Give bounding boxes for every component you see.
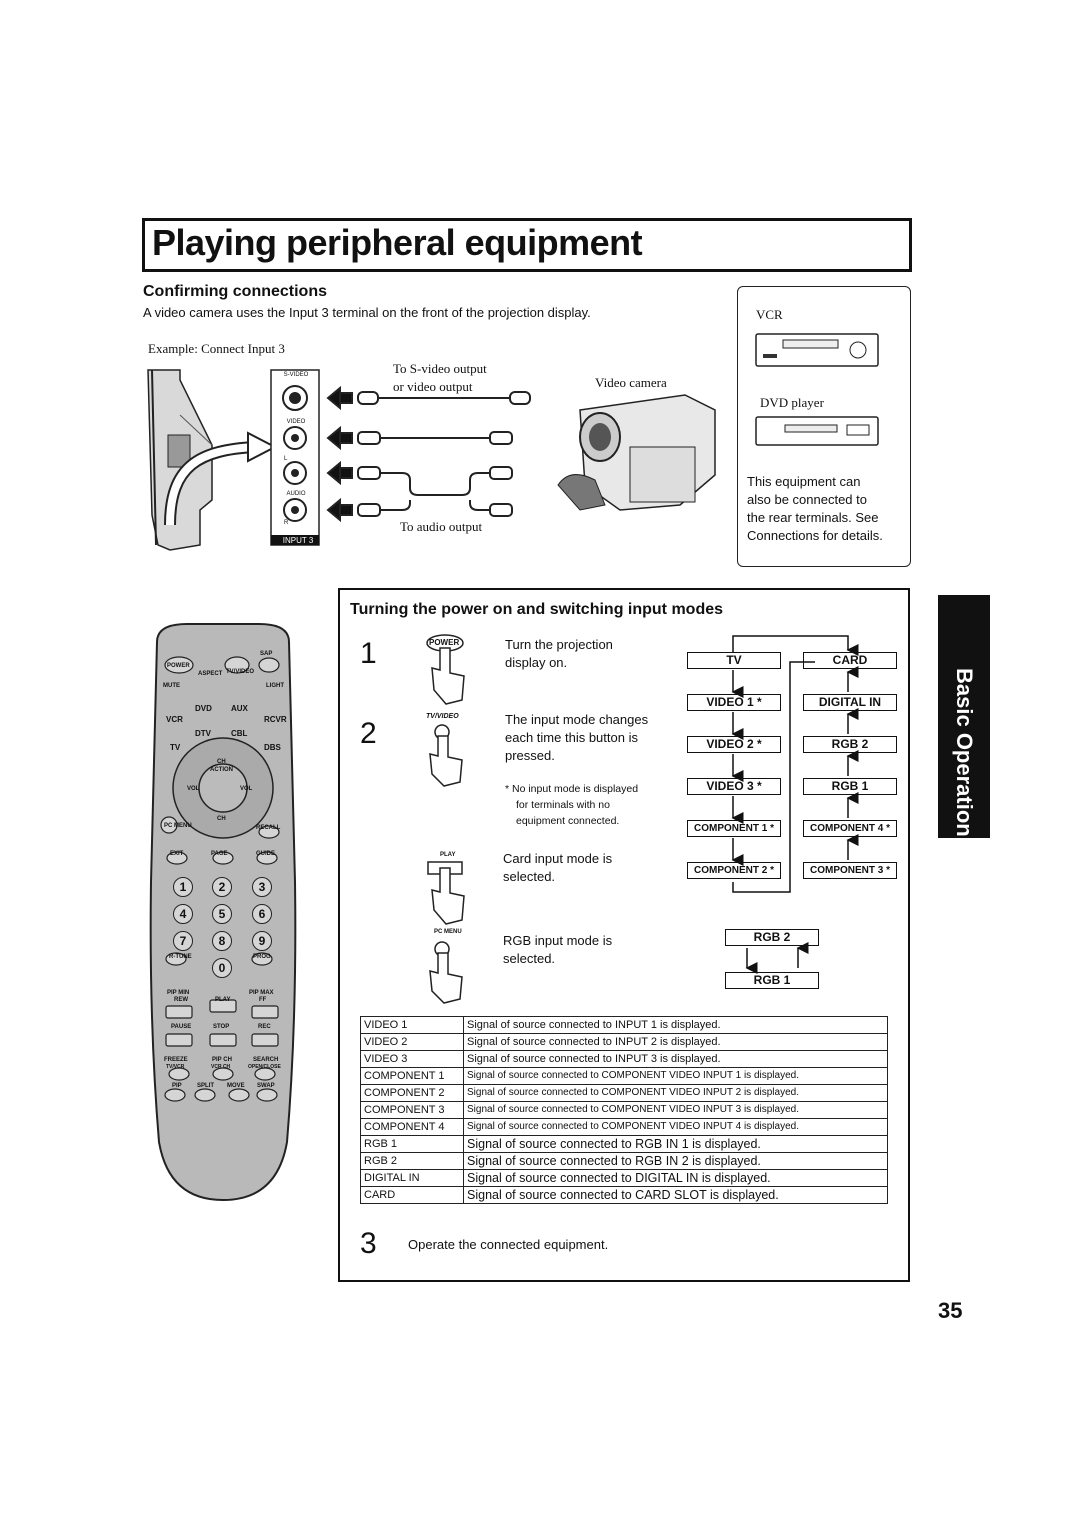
side-note-line: also be connected to (747, 492, 867, 507)
remote-tv-vcr-label: TV/VCR (166, 1064, 185, 1070)
remote-power-label: POWER (167, 663, 190, 669)
remote-digit-8-button[interactable]: 8 (212, 931, 232, 951)
remote-transport-button[interactable] (166, 1034, 192, 1046)
remote-vol-up-label: VOL (240, 786, 253, 792)
rgb-cycle-rgb-1: RGB 1 (725, 972, 819, 989)
video-camera-illustration (558, 395, 715, 510)
side-note (747, 473, 883, 545)
step-text-line: each time this button is (505, 730, 638, 745)
rgb-cycle-rgb-2: RGB 2 (725, 929, 819, 946)
signal-mode-cell: COMPONENT 3 (361, 1102, 464, 1119)
remote-aux-key: AUX (231, 704, 248, 713)
mode-rgb-2: RGB 2 (803, 736, 897, 753)
mode-component-4: COMPONENT 4 * (803, 820, 897, 837)
step-text-line: Turn the projection (505, 637, 613, 652)
mode-component-1: COMPONENT 1 * (687, 820, 781, 837)
remote-pip-min-label: PIP MIN (167, 990, 190, 996)
side-note-line: This equipment can (747, 474, 861, 489)
signal-table-row (361, 1034, 888, 1051)
connections-heading: Confirming connections (143, 283, 327, 300)
remote-rcvr-key: RCVR (264, 715, 287, 724)
remote-dtv-key: DTV (195, 729, 211, 738)
signal-description-cell: Signal of source connected to RGB IN 1 is displayed. (464, 1136, 888, 1153)
remote-digit-6-button[interactable]: 6 (252, 904, 272, 924)
remote-feature-button[interactable] (229, 1089, 249, 1101)
play-button-label: PLAY (440, 852, 456, 858)
vcr-label: VCR (756, 307, 783, 322)
remote-digit-0-button[interactable]: 0 (212, 958, 232, 978)
pc-menu-button-label: PC MENU (434, 929, 462, 935)
signal-table-row (361, 1102, 888, 1119)
step-text-line: pressed. (505, 748, 555, 763)
remote-move-label: MOVE (227, 1083, 245, 1089)
signal-description-cell: Signal of source connected to COMPONENT VIDEO INPUT 4 is displayed. (464, 1119, 888, 1136)
remote-dbs-key: DBS (264, 743, 281, 752)
step-text-line: RGB input mode is (503, 933, 613, 948)
remote-freeze-label: FREEZE (164, 1057, 188, 1063)
terminal-video-label: VIDEO (286, 419, 306, 425)
remote-search-label: SEARCH (253, 1057, 279, 1063)
terminal-input3-label: INPUT 3 (282, 536, 314, 545)
remote-transport-button[interactable] (252, 1034, 278, 1046)
connections-intro: A video camera uses the Input 3 terminal on the front of the projection display. (143, 305, 591, 320)
footnote-line: for terminals with no (516, 799, 610, 811)
vcr-icon (755, 330, 880, 370)
remote-dvd-key: DVD (195, 704, 212, 713)
label-audio-output: To audio output (400, 519, 483, 534)
remote-transport-button[interactable] (210, 1034, 236, 1046)
remote-vol-down-label: VOL (187, 786, 200, 792)
step-text-line: display on. (505, 655, 568, 670)
step-text-line: The input mode changes (505, 712, 649, 727)
remote-recall-label: RECALL (256, 825, 281, 831)
remote-page-label: PAGE (211, 851, 228, 857)
power-button-label: POWER (429, 638, 460, 647)
signal-mode-cell: COMPONENT 1 (361, 1068, 464, 1085)
signal-mode-cell: DIGITAL IN (361, 1170, 464, 1187)
signal-description-cell: Signal of source connected to INPUT 1 is displayed. (464, 1017, 888, 1034)
remote-mute-label: MUTE (163, 683, 180, 689)
remote-feature-button[interactable] (165, 1089, 185, 1101)
remote-sap-label: SAP (260, 651, 273, 657)
tv-video-button-label: TV/VIDEO (426, 713, 459, 720)
signal-table-row (361, 1085, 888, 1102)
remote-digit-4-button[interactable]: 4 (173, 904, 193, 924)
page-title: Playing peripheral equipment (152, 222, 643, 263)
mode-component-2: COMPONENT 2 * (687, 862, 781, 879)
remote-digit-7-button[interactable]: 7 (173, 931, 193, 951)
remote-r-tune-label: R-TUNE (169, 954, 192, 960)
label-video-output: or video output (393, 379, 473, 394)
mode-tv: TV (687, 652, 781, 669)
step-2-text (505, 711, 648, 765)
signal-table-row (361, 1051, 888, 1068)
signal-mode-cell: COMPONENT 2 (361, 1085, 464, 1102)
remote-feature-button[interactable] (195, 1089, 215, 1101)
signal-table (360, 1016, 888, 1204)
remote-rew-label: REW (174, 997, 188, 1003)
card-mode-text (503, 850, 612, 886)
mode-digital-in: DIGITAL IN (803, 694, 897, 711)
remote-pip-ch-label: PIP CH (212, 1057, 232, 1063)
terminal-l-label: L (284, 456, 288, 462)
input-3-panel (271, 370, 319, 545)
signal-table-row (361, 1170, 888, 1187)
signal-table-row (361, 1068, 888, 1085)
signal-mode-cell: VIDEO 1 (361, 1017, 464, 1034)
remote-digit-9-button[interactable]: 9 (252, 931, 272, 951)
remote-pc-menu-label: PC MENU (164, 823, 192, 829)
remote-tv-key: TV (170, 743, 181, 752)
tv-video-button-press-icon (420, 718, 470, 788)
footnote-line: equipment connected. (516, 815, 620, 827)
signal-mode-cell: RGB 2 (361, 1153, 464, 1170)
signal-table-row (361, 1119, 888, 1136)
step-number: 3 (360, 1227, 377, 1260)
rgb-mode-text (503, 932, 612, 968)
remote-ff-label: FF (259, 997, 267, 1003)
remote-vcr-ch-label: VCR CH (211, 1064, 231, 1070)
example-label: Example: Connect Input 3 (148, 341, 285, 356)
signal-mode-cell: VIDEO 3 (361, 1051, 464, 1068)
dvd-player-label: DVD player (760, 395, 824, 410)
mode-rgb-1: RGB 1 (803, 778, 897, 795)
signal-mode-cell: VIDEO 2 (361, 1034, 464, 1051)
signal-description-cell: Signal of source connected to INPUT 2 is displayed. (464, 1034, 888, 1051)
signal-mode-cell: CARD (361, 1187, 464, 1204)
remote-digit-1-button[interactable]: 1 (173, 877, 193, 897)
terminal-r-label: R (284, 520, 289, 526)
signal-mode-cell: COMPONENT 4 (361, 1119, 464, 1136)
mode-card: CARD (803, 652, 897, 669)
step-text-line: selected. (503, 951, 556, 966)
step-number: 2 (360, 717, 377, 750)
signal-table-row (361, 1187, 888, 1204)
label-video-camera: Video camera (595, 375, 667, 390)
mode-component-3: COMPONENT 3 * (803, 862, 897, 879)
remote-transport-button[interactable] (252, 1006, 278, 1018)
remote-pip-max-label: PIP MAX (249, 990, 274, 996)
remote-vcr-key: VCR (166, 715, 183, 724)
remote-swap-label: SWAP (257, 1083, 275, 1089)
remote-digit-5-button[interactable]: 5 (212, 904, 232, 924)
step-3-text: Operate the connected equipment. (408, 1237, 609, 1252)
play-button-press-icon (420, 850, 470, 925)
remote-pip-label: PIP (172, 1083, 182, 1089)
remote-feature-button[interactable] (257, 1089, 277, 1101)
remote-aspect-label: ASPECT (198, 671, 223, 677)
signal-table-row (361, 1153, 888, 1170)
remote-transport-button[interactable] (166, 1006, 192, 1018)
signal-description-cell: Signal of source connected to DIGITAL IN is displayed. (464, 1170, 888, 1187)
terminal-audio-label: AUDIO (286, 491, 306, 497)
signal-description-cell: Signal of source connected to COMPONENT VIDEO INPUT 2 is displayed. (464, 1085, 888, 1102)
signal-description-cell: Signal of source connected to CARD SLOT is displayed. (464, 1187, 888, 1204)
remote-ch-up-label: CH (217, 759, 226, 765)
page-number: 35 (938, 1298, 963, 1323)
mode-video-1: VIDEO 1 * (687, 694, 781, 711)
power-section-heading: Turning the power on and switching input modes (350, 601, 724, 618)
mode-video-2: VIDEO 2 * (687, 736, 781, 753)
step-text-line: Card input mode is (503, 851, 613, 866)
signal-description-cell: Signal of source connected to RGB IN 2 is displayed. (464, 1153, 888, 1170)
signal-mode-cell: RGB 1 (361, 1136, 464, 1153)
step-text-line: selected. (503, 869, 556, 884)
remote-ch-down-label: CH (217, 816, 226, 822)
remote-prog-label: PROG (253, 954, 271, 960)
signal-description-cell: Signal of source connected to COMPONENT VIDEO INPUT 1 is displayed. (464, 1068, 888, 1085)
remote-play-label: PLAY (215, 997, 231, 1003)
footnote (505, 781, 638, 829)
footnote-line: * No input mode is displayed (505, 783, 639, 795)
signal-description-cell: Signal of source connected to INPUT 3 is displayed. (464, 1051, 888, 1068)
remote-light-label: LIGHT (266, 683, 284, 689)
remote-tv-video-label: TV/VIDEO (226, 669, 255, 675)
mode-video-3: VIDEO 3 * (687, 778, 781, 795)
remote-rec-label: REC (258, 1024, 271, 1030)
signal-table-row (361, 1136, 888, 1153)
remote-action-label: ACTION (210, 767, 233, 773)
pc-menu-button-press-icon (420, 935, 470, 1005)
label-svideo-output: To S-video output (393, 361, 487, 376)
remote-digit-3-button[interactable]: 3 (252, 877, 272, 897)
remote-pause-label: PAUSE (171, 1024, 192, 1030)
remote-exit-label: EXIT (170, 851, 184, 857)
side-note-line: the rear terminals. See (747, 510, 879, 525)
step-number: 1 (360, 637, 377, 670)
remote-split-label: SPLIT (197, 1083, 215, 1089)
remote-stop-label: STOP (213, 1024, 230, 1030)
side-note-line: Connections for details. (747, 528, 883, 543)
remote-digit-2-button[interactable]: 2 (212, 877, 232, 897)
signal-table-row (361, 1017, 888, 1034)
side-tab-label: Basic Operation (952, 668, 977, 837)
dvd-player-icon (755, 413, 880, 449)
step-1-text (505, 636, 613, 672)
remote-sap-button[interactable] (259, 658, 279, 672)
terminal-svideo-label: S-VIDEO (283, 372, 309, 378)
signal-description-cell: Signal of source connected to COMPONENT VIDEO INPUT 3 is displayed. (464, 1102, 888, 1119)
remote-open-close-label: OPEN/CLOSE (248, 1064, 281, 1070)
remote-guide-label: GUIDE (256, 851, 276, 857)
remote-cbl-key: CBL (231, 729, 248, 738)
